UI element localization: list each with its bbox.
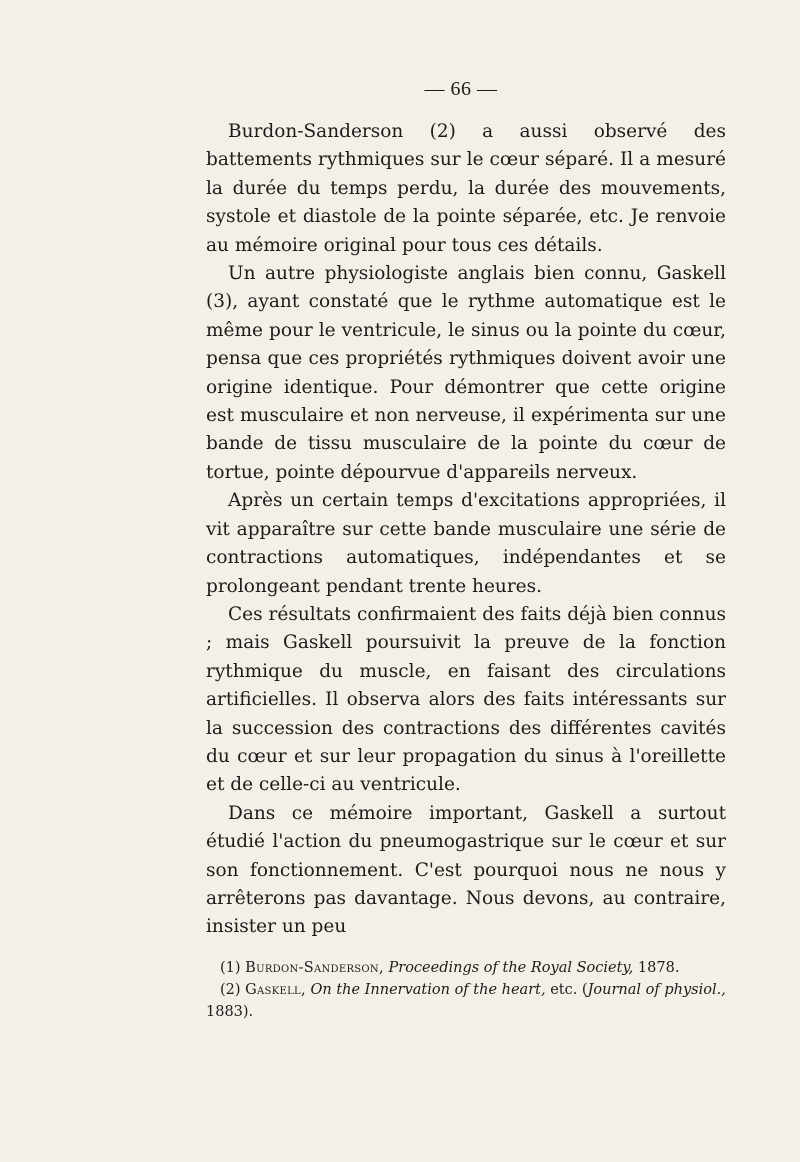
- footnote-author: Gaskell,: [245, 982, 306, 998]
- page-number: — 66 —: [424, 78, 498, 100]
- footnote-etc: etc. (: [550, 982, 588, 998]
- footnote-title: On the Innervation of the heart,: [310, 982, 546, 998]
- footnotes: [206, 957, 726, 1023]
- body-text: [206, 118, 726, 942]
- paragraph: Après un certain temps d'excitations appropriées, il vit apparaître sur cette bande musculaire une série de contractions automatiques, indépendantes et se prolongeant pendant trente heures.: [206, 490, 726, 597]
- footnote-year: 1883).: [206, 1004, 254, 1020]
- footnote-marker: (2): [220, 982, 241, 998]
- footnote-author: Burdon-Sanderson,: [245, 960, 384, 976]
- footnote-journal: Journal of physiol.,: [587, 982, 726, 998]
- paragraph: Dans ce mémoire important, Gaskell a surtout étudié l'action du pneumogastrique sur le cœur et sur son fonctionnement. C'est pourquoi nous ne nous y arrêterons pas davantage. Nous devons, au contraire, insister un peu: [206, 802, 726, 938]
- footnote-1: [206, 957, 726, 979]
- footnote-2: [206, 979, 726, 1023]
- paragraph: Burdon-Sanderson (2) a aussi observé des battements rythmiques sur le cœur séparé. Il a mesuré la durée du temps perdu, la durée des mouvements, systole et diastole de la pointe séparée, etc. Je renvoie au mémoire original pour tous ces détails.: [206, 121, 726, 256]
- footnote-title: Proceedings of the Royal Society,: [388, 960, 634, 976]
- footnote-marker: (1): [220, 960, 241, 976]
- footnote-year: 1878.: [637, 960, 680, 976]
- paragraph: Ces résultats confirmaient des faits déjà bien connus ; mais Gaskell poursuivit la preuve de la fonction rythmique du muscle, en faisant des circulations artificielles. Il observa alors des faits intéressants sur la succession des contractions des différentes cavités du cœur et sur leur propagation du sinus à l'oreillette et de celle-ci au ventricule.: [206, 603, 726, 796]
- paragraph: Un autre physiologiste anglais bien connu, Gaskell (3), ayant constaté que le rythme automatique est le même pour le ventricule, le sinus ou la pointe du cœur, pensa que ces propriétés rythmiques doivent avoir une origine identique. Pour démontrer que cette origine est musculaire et non nerveuse, il expérimenta sur une bande de tissu musculaire de la pointe du cœur de tortue, pointe dépourvue d'appareils nerveux.: [206, 263, 726, 483]
